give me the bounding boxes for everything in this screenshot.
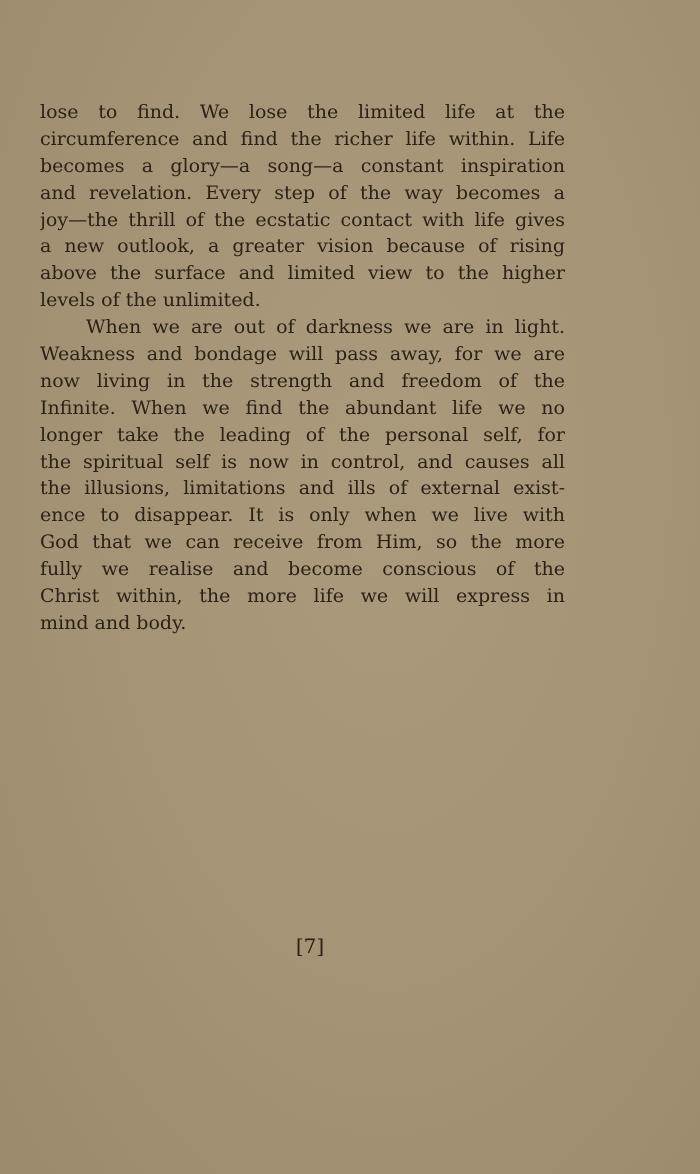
text-line: levels of the unlimited. [40,289,261,312]
text-line: the spiritual self is now in control, and causes all [40,450,565,473]
text-line: circumference and find the richer life within. Life [40,127,565,150]
text-line: Weakness and bondage will pass away, for we are [40,343,565,366]
text-line: Infinite. When we find the abundant life we no [40,396,565,419]
text-line: above the surface and limited view to the higher [40,262,565,285]
text-line: now living in the strength and freedom of the [40,369,565,392]
text-line: and revelation. Every step of the way becomes a [40,181,565,204]
paragraph-2 [40,314,565,637]
text-line: longer take the leading of the personal self, for [40,423,565,446]
text-line: joy—the thrill of the ecstatic contact with life gives [40,208,565,231]
text-line: the illusions, limitations and ills of external exist- [40,477,565,500]
text-line: ence to disappear. It is only when we live with [40,504,565,527]
text-line: mind and body. [40,611,187,634]
text-line: lose to find. We lose the limited life at the [40,101,565,123]
text-line: fully we realise and become conscious of the [40,558,565,581]
text-line: Christ within, the more life we will express in [40,585,565,608]
text-line: becomes a glory—a song—a constant inspiration [40,154,565,177]
text-line: When we are out of darkness we are in light. [86,316,565,339]
body-text [40,99,565,637]
paragraph-1 [40,99,565,314]
page-number: [7] [295,934,325,958]
text-line: a new outlook, a greater vision because of rising [40,235,565,258]
text-line: God that we can receive from Him, so the more [40,531,565,554]
